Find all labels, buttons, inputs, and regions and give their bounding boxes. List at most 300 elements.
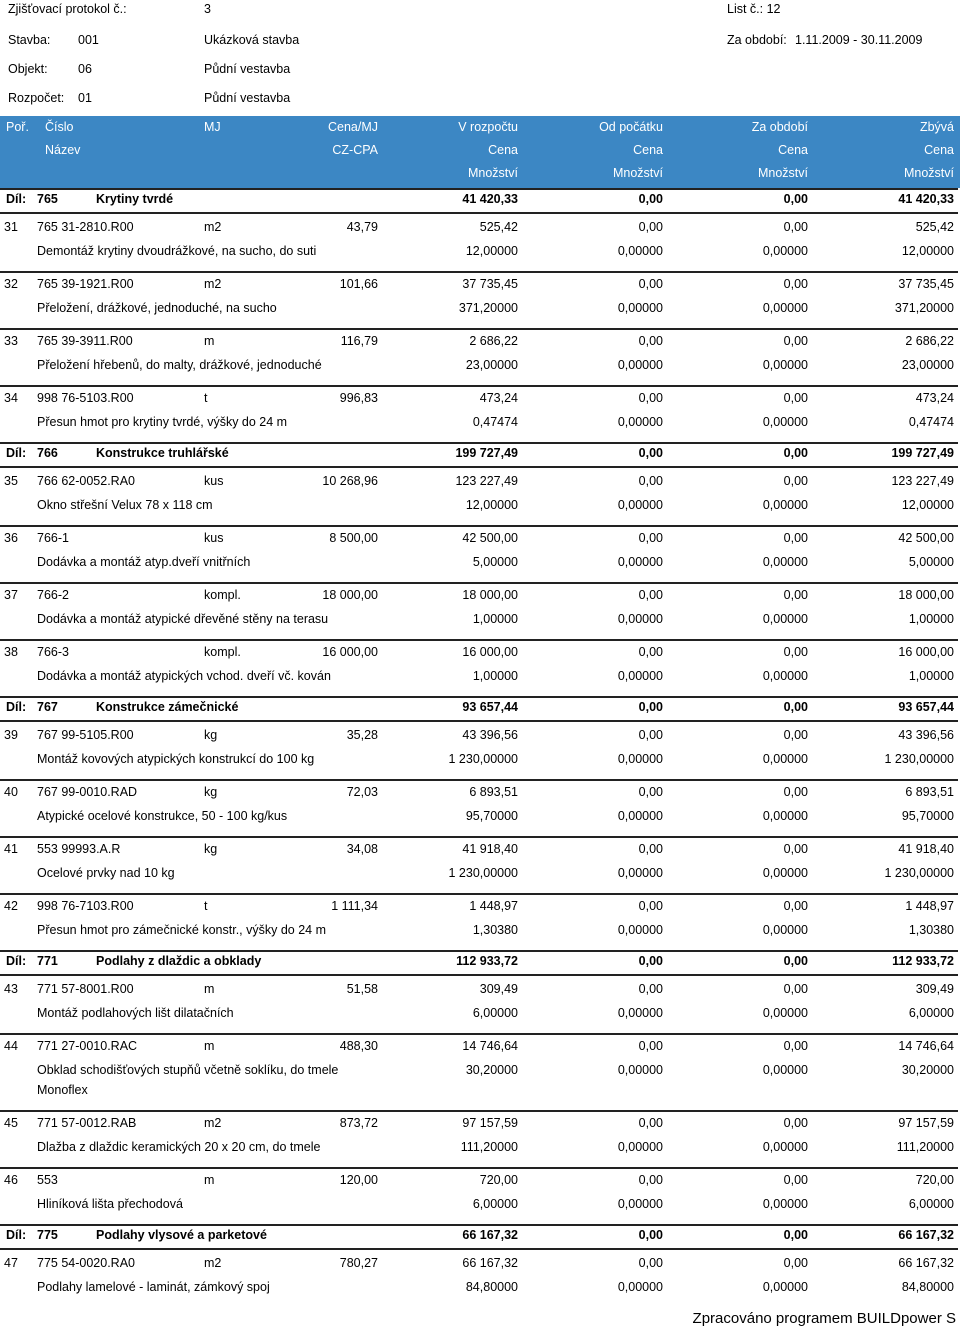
item-mnozstvi-v-rozpoctu: 5,00000: [472, 555, 518, 569]
item-mj: m: [204, 334, 215, 348]
item-nazev: Monoflex: [37, 1083, 88, 1097]
dil-zbyva: 41 420,33: [898, 192, 954, 206]
item-mnozstvi-od-pocatku: 0,00000: [617, 301, 663, 315]
item-mnozstvi-za-obdobi: 0,00000: [762, 923, 808, 937]
item-por: 38: [4, 645, 18, 659]
item-nazev: Přeložení, drážkové, jednoduché, na sucho: [37, 301, 277, 315]
item-mnozstvi-zbyva: 6,00000: [908, 1197, 954, 1211]
item-cena-od-pocatku: 0,00: [638, 728, 663, 742]
item-cena-zbyva: 720,00: [915, 1173, 954, 1187]
item-nazev: Okno střešní Velux 78 x 118 cm: [37, 498, 213, 512]
item-mj: kus: [204, 531, 224, 545]
item-cena-od-pocatku: 0,00: [638, 588, 663, 602]
objekt-name: Půdní vestavba: [204, 62, 291, 76]
header-v-rozpoctu: V rozpočtu: [458, 120, 518, 134]
item-mnozstvi-za-obdobi: 0,00000: [762, 1140, 808, 1154]
item-cena-mj: 780,27: [339, 1256, 378, 1270]
header-mnozstvi-4: Množství: [903, 166, 954, 180]
item-cena-zbyva: 2 686,22: [905, 334, 954, 348]
item-cislo: 766-2: [37, 588, 69, 602]
dil-row: [0, 950, 960, 974]
item-cislo: 998 76-5103.R00: [37, 391, 134, 405]
item-cena-za-obdobi: 0,00: [783, 220, 808, 234]
table-row: [0, 328, 960, 385]
item-mnozstvi-v-rozpoctu: 1,00000: [472, 612, 518, 626]
item-cena-v-rozpoctu: 1 448,97: [469, 899, 518, 913]
item-cena-za-obdobi: 0,00: [783, 1039, 808, 1053]
dil-code: 771: [37, 954, 58, 968]
item-cislo: 765 31-2810.R00: [37, 220, 134, 234]
dil-label: Díl:: [6, 1228, 27, 1242]
item-cena-zbyva: 14 746,64: [898, 1039, 954, 1053]
header-por: Poř.: [6, 120, 29, 134]
rozpocet-code: 01: [78, 91, 92, 105]
item-cena-od-pocatku: 0,00: [638, 220, 663, 234]
item-cena-od-pocatku: 0,00: [638, 1116, 663, 1130]
item-cena-za-obdobi: 0,00: [783, 899, 808, 913]
item-cena-za-obdobi: 0,00: [783, 391, 808, 405]
dil-code: 767: [37, 700, 58, 714]
item-cislo: 765 39-3911.R00: [37, 334, 133, 348]
item-mnozstvi-za-obdobi: 0,00000: [762, 1197, 808, 1211]
item-mj: t: [204, 899, 208, 913]
item-cena-za-obdobi: 0,00: [783, 842, 808, 856]
item-cena-za-obdobi: 0,00: [783, 531, 808, 545]
dil-v-rozpoctu: 66 167,32: [462, 1228, 518, 1242]
item-nazev: Dlažba z dlaždic keramických 20 x 20 cm, do tmele: [37, 1140, 321, 1154]
item-cena-v-rozpoctu: 123 227,49: [455, 474, 518, 488]
item-cena-od-pocatku: 0,00: [638, 391, 663, 405]
item-cena-zbyva: 1 448,97: [905, 899, 954, 913]
item-nazev: Přesun hmot pro zámečnické konstr., výšky do 24 m: [37, 923, 327, 937]
item-mnozstvi-v-rozpoctu: 371,20000: [458, 301, 518, 315]
item-cena-mj: 35,28: [346, 728, 378, 742]
table-row: [0, 214, 960, 271]
item-cena-mj: 116,79: [340, 334, 378, 348]
item-cena-mj: 72,03: [346, 785, 378, 799]
item-mj: kg: [204, 785, 218, 799]
item-por: 36: [4, 531, 18, 545]
item-cena-mj: 10 268,96: [322, 474, 378, 488]
item-mnozstvi-od-pocatku: 0,00000: [617, 415, 663, 429]
dil-row: [0, 188, 960, 212]
item-cena-od-pocatku: 0,00: [638, 1039, 663, 1053]
item-nazev: Montáž kovových atypických konstrukcí do 100 kg: [37, 752, 315, 766]
dil-zbyva: 93 657,44: [898, 700, 954, 714]
item-mnozstvi-v-rozpoctu: 95,70000: [465, 809, 518, 823]
item-mnozstvi-od-pocatku: 0,00000: [617, 809, 663, 823]
item-cena-v-rozpoctu: 525,42: [479, 220, 518, 234]
dil-row: [0, 1224, 960, 1248]
item-cena-v-rozpoctu: 18 000,00: [462, 588, 518, 602]
dil-name: Konstrukce truhlářské: [96, 446, 229, 460]
item-cena-v-rozpoctu: 66 167,32: [462, 1256, 518, 1270]
item-mnozstvi-v-rozpoctu: 12,00000: [465, 244, 518, 258]
dil-za-obdobi: 0,00: [783, 192, 808, 206]
dil-za-obdobi: 0,00: [783, 954, 808, 968]
item-cislo: 553 99993.A.R: [37, 842, 121, 856]
item-cena-zbyva: 18 000,00: [898, 588, 954, 602]
item-mnozstvi-od-pocatku: 0,00000: [617, 866, 663, 880]
table-row: [0, 468, 960, 525]
header-mnozstvi-1: Množství: [467, 166, 518, 180]
item-cena-zbyva: 6 893,51: [905, 785, 954, 799]
header-cena-mj: Cena/MJ: [327, 120, 378, 134]
item-cena-od-pocatku: 0,00: [638, 334, 663, 348]
table-row: [0, 836, 960, 893]
item-cena-v-rozpoctu: 37 735,45: [462, 277, 518, 291]
item-cislo: 553: [37, 1173, 58, 1187]
rozpocet-name: Půdní vestavba: [204, 91, 291, 105]
dil-v-rozpoctu: 112 933,72: [456, 954, 518, 968]
item-mj: t: [204, 391, 208, 405]
item-mnozstvi-v-rozpoctu: 6,00000: [472, 1197, 518, 1211]
item-cena-mj: 101,66: [339, 277, 378, 291]
item-nazev: Hliníková lišta přechodová: [37, 1197, 183, 1211]
item-mnozstvi-od-pocatku: 0,00000: [617, 1280, 663, 1294]
dil-za-obdobi: 0,00: [783, 700, 808, 714]
header-cz-cpa: CZ-CPA: [332, 143, 378, 157]
item-por: 33: [4, 334, 18, 348]
item-mnozstvi-za-obdobi: 0,00000: [762, 809, 808, 823]
item-cena-za-obdobi: 0,00: [783, 1116, 808, 1130]
dil-v-rozpoctu: 199 727,49: [455, 446, 518, 460]
table-row: [0, 1167, 960, 1224]
item-mnozstvi-zbyva: 6,00000: [908, 1006, 954, 1020]
item-cena-mj: 18 000,00: [322, 588, 378, 602]
item-por: 45: [4, 1116, 18, 1130]
table-row: [0, 779, 960, 836]
item-mnozstvi-za-obdobi: 0,00000: [762, 498, 808, 512]
item-mnozstvi-zbyva: 1,30380: [908, 923, 954, 937]
item-cena-za-obdobi: 0,00: [783, 1256, 808, 1270]
item-por: 43: [4, 982, 18, 996]
dil-label: Díl:: [6, 192, 27, 206]
table-row: [0, 1033, 960, 1110]
item-mnozstvi-za-obdobi: 0,00000: [762, 669, 808, 683]
item-mnozstvi-v-rozpoctu: 12,00000: [465, 498, 518, 512]
dil-row: [0, 442, 960, 466]
item-mnozstvi-zbyva: 12,00000: [901, 498, 954, 512]
item-nazev: Dodávka a montáž atyp.dveří vnitřních: [37, 555, 251, 569]
item-cena-od-pocatku: 0,00: [638, 474, 663, 488]
item-por: 32: [4, 277, 18, 291]
dil-code: 775: [37, 1228, 58, 1242]
item-cena-zbyva: 66 167,32: [898, 1256, 954, 1270]
item-cena-zbyva: 473,24: [915, 391, 954, 405]
item-mnozstvi-od-pocatku: 0,00000: [617, 612, 663, 626]
dil-od-pocatku: 0,00: [638, 700, 663, 714]
item-cena-mj: 43,79: [346, 220, 378, 234]
dil-v-rozpoctu: 41 420,33: [462, 192, 518, 206]
stavba-name: Ukázková stavba: [204, 33, 300, 47]
header-od-pocatku: Od počátku: [599, 120, 663, 134]
table-row: [0, 582, 960, 639]
item-mj: m2: [204, 277, 222, 291]
item-cena-v-rozpoctu: 2 686,22: [469, 334, 518, 348]
dil-label: Díl:: [6, 700, 27, 714]
table-row: [0, 1110, 960, 1167]
header-mj: MJ: [204, 120, 221, 134]
item-mnozstvi-od-pocatku: 0,00000: [617, 1006, 663, 1020]
item-por: 35: [4, 474, 18, 488]
table-header: [0, 116, 960, 188]
table-row: [0, 525, 960, 582]
item-nazev: Demontáž krytiny dvoudrážkové, na sucho, do suti: [37, 244, 317, 258]
item-cislo: 767 99-0010.RAD: [37, 785, 138, 799]
item-nazev: Atypické ocelové konstrukce, 50 - 100 kg/kus: [37, 809, 288, 823]
table-row: [0, 722, 960, 779]
item-cislo: 771 57-8001.R00: [37, 982, 134, 996]
item-mnozstvi-od-pocatku: 0,00000: [617, 498, 663, 512]
item-mnozstvi-zbyva: 1 230,00000: [884, 866, 954, 880]
item-cena-od-pocatku: 0,00: [638, 785, 663, 799]
header-zbyva: Zbývá: [919, 120, 954, 134]
item-cena-od-pocatku: 0,00: [638, 1256, 663, 1270]
stavba-code: 001: [78, 33, 99, 47]
dil-name: Podlahy vlysové a parketové: [96, 1228, 267, 1242]
header-cena-4: Cena: [924, 143, 954, 157]
item-cena-za-obdobi: 0,00: [783, 1173, 808, 1187]
item-cislo: 767 99-5105.R00: [37, 728, 134, 742]
item-mnozstvi-od-pocatku: 0,00000: [617, 923, 663, 937]
dil-zbyva: 66 167,32: [898, 1228, 954, 1242]
item-mnozstvi-zbyva: 12,00000: [901, 244, 954, 258]
item-cena-v-rozpoctu: 16 000,00: [462, 645, 518, 659]
item-mj: kus: [204, 474, 224, 488]
item-mj: kompl.: [204, 645, 241, 659]
item-mj: m: [204, 1173, 215, 1187]
item-cena-od-pocatku: 0,00: [638, 277, 663, 291]
item-mj: kompl.: [204, 588, 241, 602]
item-cena-zbyva: 41 918,40: [898, 842, 954, 856]
item-nazev: Přesun hmot pro krytiny tvrdé, výšky do 24 m: [37, 415, 288, 429]
item-cena-zbyva: 42 500,00: [898, 531, 954, 545]
item-mnozstvi-za-obdobi: 0,00000: [762, 1063, 808, 1077]
item-cena-za-obdobi: 0,00: [783, 474, 808, 488]
item-mnozstvi-od-pocatku: 0,00000: [617, 1197, 663, 1211]
objekt-code: 06: [78, 62, 92, 76]
item-mnozstvi-za-obdobi: 0,00000: [762, 415, 808, 429]
item-nazev: Montáž podlahových lišt dilatačních: [37, 1006, 234, 1020]
item-cena-za-obdobi: 0,00: [783, 588, 808, 602]
item-mnozstvi-za-obdobi: 0,00000: [762, 866, 808, 880]
item-mnozstvi-za-obdobi: 0,00000: [762, 358, 808, 372]
item-cislo: 771 57-0012.RAB: [37, 1116, 137, 1130]
item-por: 42: [4, 899, 18, 913]
item-mj: m2: [204, 220, 222, 234]
item-cena-za-obdobi: 0,00: [783, 277, 808, 291]
header-mnozstvi-2: Množství: [612, 166, 663, 180]
item-nazev: Dodávka a montáž atypické dřevěné stěny na terasu: [37, 612, 329, 626]
item-cena-mj: 16 000,00: [322, 645, 378, 659]
item-cislo: 766-3: [37, 645, 69, 659]
objekt-label: Objekt:: [8, 62, 48, 76]
item-mj: m: [204, 1039, 215, 1053]
item-por: 46: [4, 1173, 18, 1187]
item-por: 44: [4, 1039, 18, 1053]
item-cena-mj: 1 111,34: [331, 899, 378, 913]
item-por: 37: [4, 588, 18, 602]
item-cena-zbyva: 123 227,49: [891, 474, 954, 488]
dil-name: Krytiny tvrdé: [96, 192, 174, 206]
item-cena-v-rozpoctu: 720,00: [479, 1173, 518, 1187]
item-mnozstvi-v-rozpoctu: 0,47474: [472, 415, 518, 429]
rozpocet-label: Rozpočet:: [8, 91, 65, 105]
item-mnozstvi-zbyva: 1,00000: [908, 669, 954, 683]
item-cena-od-pocatku: 0,00: [638, 645, 663, 659]
item-nazev: Dodávka a montáž atypických vchod. dveří vč. kován: [37, 669, 331, 683]
item-mnozstvi-od-pocatku: 0,00000: [617, 752, 663, 766]
item-mj: kg: [204, 728, 218, 742]
item-mj: m2: [204, 1256, 222, 1270]
item-mnozstvi-v-rozpoctu: 1,00000: [472, 669, 518, 683]
header-cislo: Číslo: [45, 120, 74, 134]
item-mnozstvi-v-rozpoctu: 1 230,00000: [448, 752, 518, 766]
period-value: 1.11.2009 - 30.11.2009: [795, 33, 923, 47]
item-cena-v-rozpoctu: 14 746,64: [462, 1039, 518, 1053]
protocol-label: Zjišťovací protokol č.:: [8, 2, 127, 16]
item-mnozstvi-od-pocatku: 0,00000: [617, 1140, 663, 1154]
item-mnozstvi-od-pocatku: 0,00000: [617, 244, 663, 258]
item-mnozstvi-v-rozpoctu: 23,00000: [465, 358, 518, 372]
item-cena-od-pocatku: 0,00: [638, 842, 663, 856]
item-mj: kg: [204, 842, 218, 856]
item-mnozstvi-zbyva: 111,20000: [896, 1140, 954, 1154]
table-row: [0, 385, 960, 442]
item-por: 41: [4, 842, 18, 856]
item-cena-v-rozpoctu: 42 500,00: [462, 531, 518, 545]
header-cena-3: Cena: [778, 143, 808, 157]
dil-code: 766: [37, 446, 58, 460]
item-cena-v-rozpoctu: 41 918,40: [462, 842, 518, 856]
item-cena-zbyva: 525,42: [915, 220, 954, 234]
item-por: 39: [4, 728, 18, 742]
item-mnozstvi-v-rozpoctu: 84,80000: [465, 1280, 518, 1294]
dil-label: Díl:: [6, 954, 27, 968]
item-cena-mj: 488,30: [339, 1039, 378, 1053]
item-mj: m: [204, 982, 215, 996]
item-mnozstvi-za-obdobi: 0,00000: [762, 1006, 808, 1020]
item-nazev: Ocelové prvky nad 10 kg: [37, 866, 175, 880]
item-mnozstvi-za-obdobi: 0,00000: [762, 752, 808, 766]
item-mnozstvi-za-obdobi: 0,00000: [762, 555, 808, 569]
item-mnozstvi-zbyva: 30,20000: [901, 1063, 954, 1077]
dil-zbyva: 199 727,49: [891, 446, 954, 460]
item-cena-zbyva: 309,49: [915, 982, 954, 996]
item-cena-v-rozpoctu: 97 157,59: [462, 1116, 518, 1130]
item-mnozstvi-od-pocatku: 0,00000: [617, 358, 663, 372]
item-cislo: 765 39-1921.R00: [37, 277, 134, 291]
item-cena-za-obdobi: 0,00: [783, 728, 808, 742]
item-mnozstvi-za-obdobi: 0,00000: [762, 244, 808, 258]
sheet-number: List č.: 12: [727, 2, 781, 16]
item-cena-od-pocatku: 0,00: [638, 982, 663, 996]
item-mnozstvi-zbyva: 5,00000: [908, 555, 954, 569]
header-za-obdobi: Za období: [751, 120, 808, 134]
item-cena-za-obdobi: 0,00: [783, 982, 808, 996]
header-cena-2: Cena: [633, 143, 663, 157]
table-row: [0, 1250, 960, 1307]
item-nazev: Obklad schodišťových stupňů včetně soklíku, do tmele: [37, 1063, 339, 1077]
dil-code: 765: [37, 192, 58, 206]
item-cena-od-pocatku: 0,00: [638, 899, 663, 913]
header-nazev: Název: [45, 143, 81, 157]
table-row: [0, 271, 960, 328]
dil-label: Díl:: [6, 446, 27, 460]
period-label: Za období:: [727, 33, 787, 47]
item-cislo: 771 27-0010.RAC: [37, 1039, 138, 1053]
item-mnozstvi-v-rozpoctu: 1,30380: [472, 923, 518, 937]
item-mnozstvi-zbyva: 84,80000: [901, 1280, 954, 1294]
item-cena-mj: 996,83: [339, 391, 378, 405]
item-cena-v-rozpoctu: 43 396,56: [462, 728, 518, 742]
item-nazev: Přeložení hřebenů, do malty, drážkové, jednoduché: [37, 358, 322, 372]
header-cena-1: Cena: [488, 143, 518, 157]
item-mnozstvi-zbyva: 95,70000: [901, 809, 954, 823]
dil-v-rozpoctu: 93 657,44: [462, 700, 518, 714]
item-mnozstvi-za-obdobi: 0,00000: [762, 1280, 808, 1294]
item-cena-za-obdobi: 0,00: [783, 645, 808, 659]
item-mnozstvi-zbyva: 371,20000: [894, 301, 954, 315]
item-cena-od-pocatku: 0,00: [638, 1173, 663, 1187]
item-mnozstvi-od-pocatku: 0,00000: [617, 555, 663, 569]
protocol-number: 3: [204, 2, 211, 16]
item-cena-mj: 120,00: [339, 1173, 378, 1187]
dil-od-pocatku: 0,00: [638, 446, 663, 460]
item-cena-zbyva: 43 396,56: [898, 728, 954, 742]
item-cena-zbyva: 37 735,45: [898, 277, 954, 291]
item-mnozstvi-v-rozpoctu: 30,20000: [465, 1063, 518, 1077]
item-nazev: Podlahy lamelové - laminát, zámkový spoj: [37, 1280, 270, 1294]
item-por: 47: [4, 1256, 18, 1270]
item-cislo: 998 76-7103.R00: [37, 899, 134, 913]
item-cislo: 775 54-0020.RA0: [37, 1256, 135, 1270]
item-cena-od-pocatku: 0,00: [638, 531, 663, 545]
dil-name: Konstrukce zámečnické: [96, 700, 239, 714]
item-mj: m2: [204, 1116, 222, 1130]
item-cislo: 766-1: [37, 531, 69, 545]
item-mnozstvi-zbyva: 1,00000: [908, 612, 954, 626]
item-cena-zbyva: 97 157,59: [898, 1116, 954, 1130]
item-cena-mj: 8 500,00: [329, 531, 378, 545]
item-por: 40: [4, 785, 18, 799]
item-por: 31: [4, 220, 18, 234]
dil-za-obdobi: 0,00: [783, 446, 808, 460]
dil-od-pocatku: 0,00: [638, 192, 663, 206]
item-cena-za-obdobi: 0,00: [783, 334, 808, 348]
dil-od-pocatku: 0,00: [638, 954, 663, 968]
dil-row: [0, 696, 960, 720]
item-mnozstvi-za-obdobi: 0,00000: [762, 612, 808, 626]
item-mnozstvi-v-rozpoctu: 1 230,00000: [448, 866, 518, 880]
footer-note: Zpracováno programem BUILDpower S: [692, 1310, 956, 1327]
item-cena-za-obdobi: 0,00: [783, 785, 808, 799]
item-cena-zbyva: 16 000,00: [898, 645, 954, 659]
item-cislo: 766 62-0052.RA0: [37, 474, 135, 488]
item-cena-v-rozpoctu: 473,24: [479, 391, 518, 405]
item-mnozstvi-od-pocatku: 0,00000: [617, 669, 663, 683]
item-cena-v-rozpoctu: 309,49: [479, 982, 518, 996]
dil-zbyva: 112 933,72: [892, 954, 954, 968]
item-por: 34: [4, 391, 18, 405]
item-mnozstvi-v-rozpoctu: 111,20000: [460, 1140, 518, 1154]
table-row: [0, 639, 960, 696]
stavba-label: Stavba:: [8, 33, 51, 47]
dil-name: Podlahy z dlaždic a obklady: [96, 954, 262, 968]
table-row: [0, 976, 960, 1033]
item-cena-mj: 34,08: [346, 842, 378, 856]
